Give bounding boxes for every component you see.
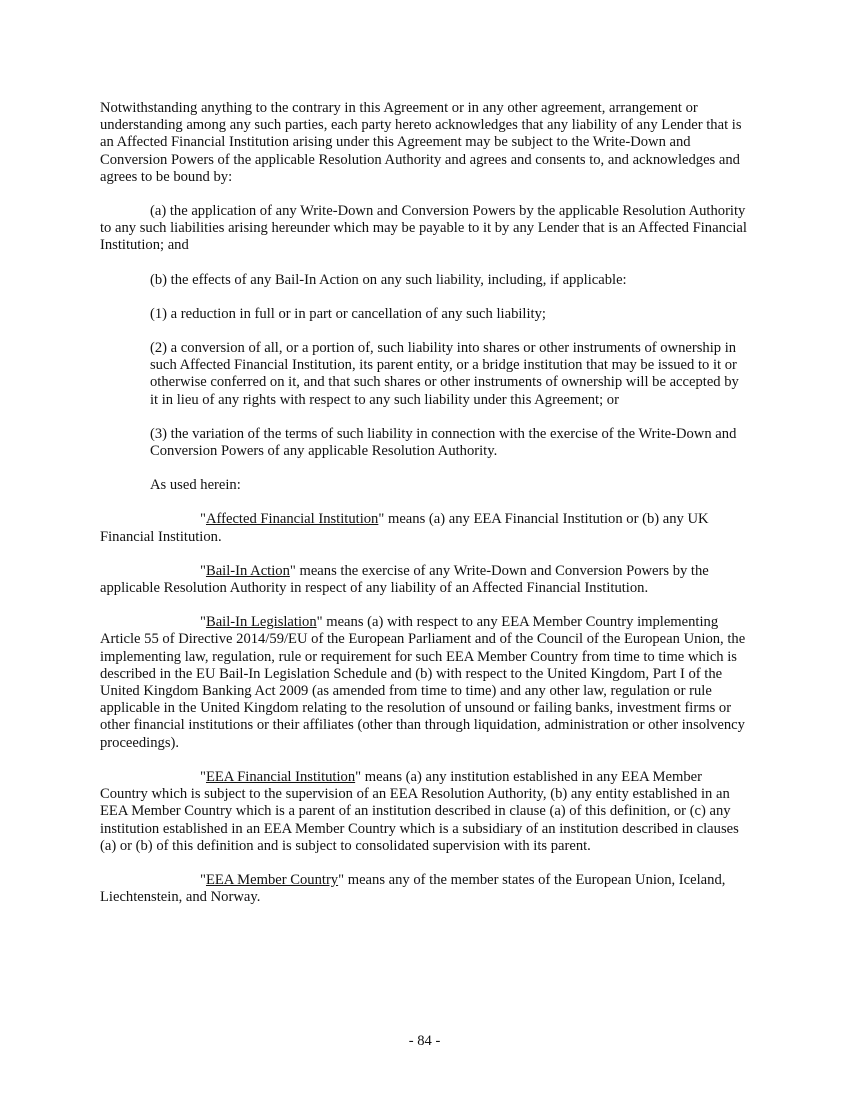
clause-a: (a) the application of any Write-Down and Conversion Powers by the applicable Resolution Authority to any such liabilities arising hereunder which may be payable to it by any Lender that is an Affected Financial Institution; and — [100, 203, 747, 254]
clause-3: (3) the variation of the terms of such liability in connection with the exercise of the Write-Down and Conversion Powers of any applicable Resolution Authority. — [150, 425, 737, 460]
defined-term: Bail-In Action — [205, 562, 290, 579]
defined-term: Affected Financial Institution — [205, 511, 379, 528]
definition-affected-financial-institution: "Affected Financial Institution" means (a) any EEA Financial Institution or (b) any UK Financial Institution. — [100, 511, 709, 545]
definition-text: " means (a) any institution established in any EEA Member Country which is subject to the supervision of an EEA Resolution Authority, (b) any entity established in an EEA Member Country which is a parent of an institution described in clause (a) of this definition, or (c) any institution established in an EEA Member Country which is a subsidiary of an institution described in clauses (a) or (b) of this definition and is subject to consolidated supervision with its parent. — [100, 768, 739, 854]
definition-eea-member-country: "EEA Member Country" means any of the member states of the European Union, Iceland, Liechtenstein, and Norway. — [100, 871, 726, 906]
definition-eea-financial-institution: "EEA Financial Institution" means (a) any institution established in any EEA Member Country which is subject to the supervision of an EEA Resolution Authority, (b) any entity established in an EEA Member Country which is a parent of an institution described in clause (a) of this definition, or (c) any institution established in an EEA Member Country which is a subsidiary of an institution described in clauses (a) or (b) of this definition and is subject to consolidated supervision with its parent. — [100, 768, 739, 854]
defined-term: EEA Financial Institution — [205, 768, 356, 785]
definition-text: " means the exercise of any Write-Down and Conversion Powers by the applicable Resolution Authority in respect of any liability of an Affected Financial Institution. — [100, 562, 709, 597]
clause-1: (1) a reduction in full or in part or cancellation of any such liability; — [150, 305, 546, 322]
definition-text: " means (a) any EEA Financial Institution or (b) any UK Financial Institution. — [100, 511, 709, 545]
intro-paragraph: Notwithstanding anything to the contrary in this Agreement or in any other agreement, arrangement or understanding among any such parties, each party hereto acknowledges that any liability of any Lender that is an Affected Financial Institution arising under this Agreement may be subject to the Write-Down and Conversion Powers of the applicable Resolution Authority and agrees and consents to, and acknowledges and agrees to be bound by: — [100, 100, 742, 185]
definition-text: " means any of the member states of the European Union, Iceland, Liechtenstein, and Norway. — [100, 871, 726, 906]
page-number: - 84 - — [408, 1033, 441, 1049]
definition-bail-in-action: "Bail-In Action" means the exercise of any Write-Down and Conversion Powers by the applicable Resolution Authority in respect of any liability of an Affected Financial Institution. — [100, 562, 709, 597]
document-body — [100, 100, 748, 923]
clause-b: (b) the effects of any Bail-In Action on any such liability, including, if applicable: — [150, 271, 627, 288]
clause-2: (2) a conversion of all, or a portion of, such liability into shares or other instruments of ownership in such Affected Financial Institution, its parent entity, or a bridge institution that may be issued to it or otherwise conferred on it, and that such shares or other instruments of ownership will be accepted by it in lieu of any rights with respect to any such liability under this Agreement; or — [150, 340, 739, 408]
defined-term: Bail-In Legislation — [205, 614, 317, 631]
defined-term: EEA Member Country — [205, 871, 339, 888]
used-herein: As used herein: — [150, 477, 241, 494]
definition-text: " means (a) with respect to any EEA Member Country implementing Article 55 of Directive 2014/59/EU of the European Parliament and of the Council of the European Union, the implementing law, regulation, rule or requirement for such EEA Member Country from time to time which is described in the EU Bail-In Legislation Schedule and (b) with respect to the United Kingdom, Part I of the United Kingdom Banking Act 2009 (as amended from time to time) and any other law, regulation or rule applicable in the United Kingdom relating to the resolution of unsound or failing banks, investment firms or other financial institutions or their affiliates (other than through liquidation, administration or other insolvency proceedings). — [100, 614, 746, 751]
definition-bail-in-legislation: "Bail-In Legislation" means (a) with respect to any EEA Member Country implementing Article 55 of Directive 2014/59/EU of the European Parliament and of the Council of the European Union, the implementing law, regulation, rule or requirement for such EEA Member Country from time to time which is described in the EU Bail-In Legislation Schedule and (b) with respect to the United Kingdom, Part I of the United Kingdom Banking Act 2009 (as amended from time to time) and any other law, regulation or rule applicable in the United Kingdom relating to the resolution of unsound or failing banks, investment firms or other financial institutions or their affiliates (other than through liquidation, administration or other insolvency proceedings). — [100, 614, 746, 751]
